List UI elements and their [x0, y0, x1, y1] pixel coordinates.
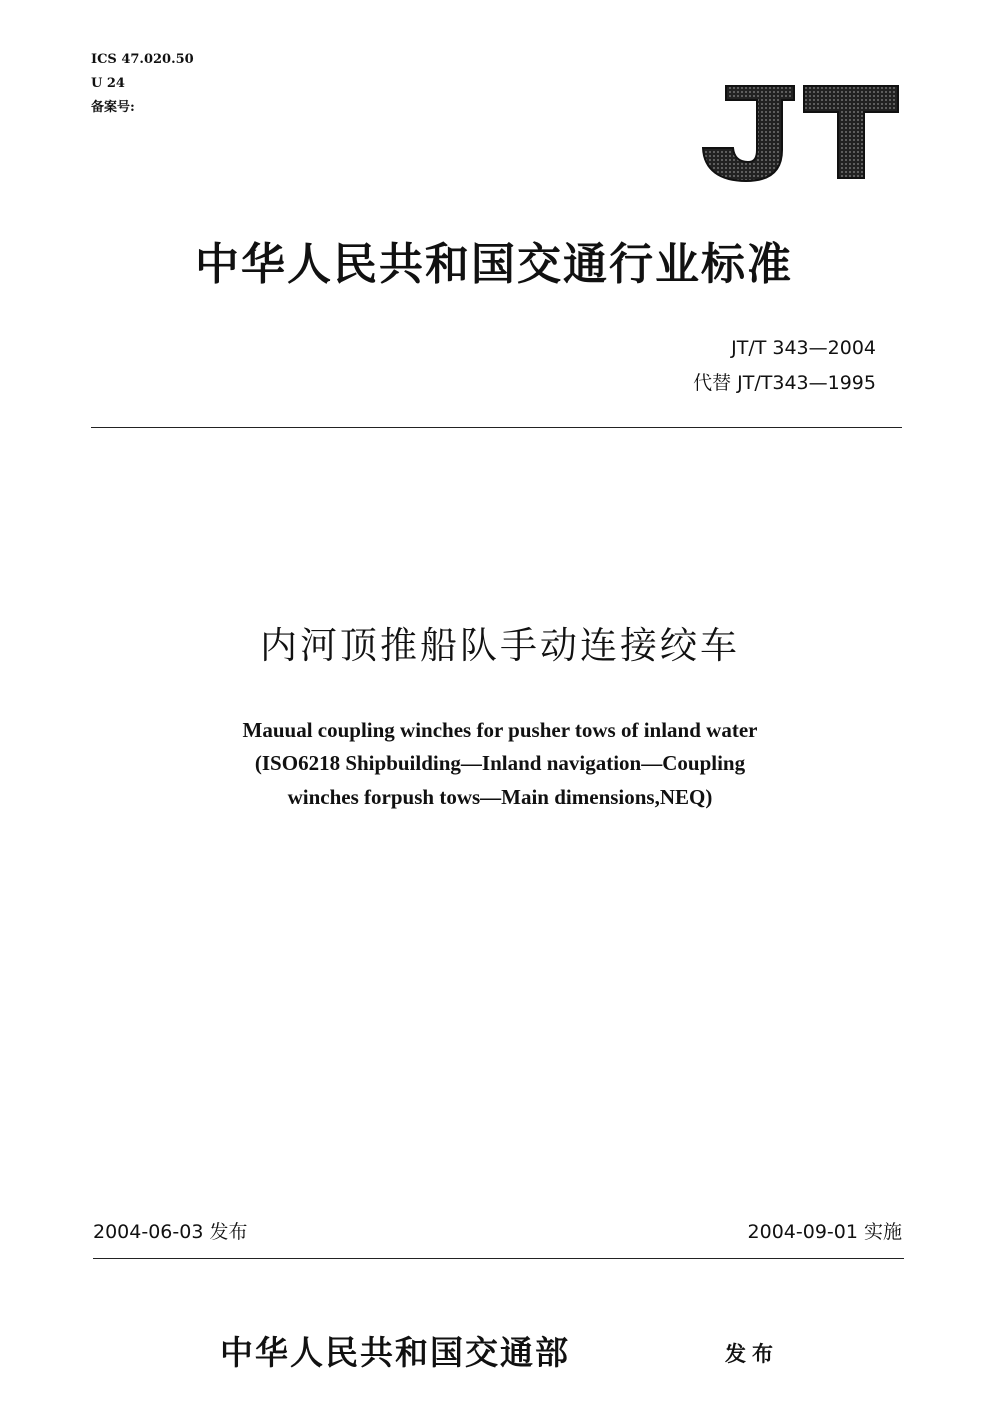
header-divider: [91, 427, 902, 428]
footer-divider: [93, 1258, 904, 1259]
issue-label: 发布: [725, 1341, 779, 1366]
document-title-english-line: Mauual coupling winches for pusher tows of inland water: [242, 718, 758, 742]
issuing-authority: 中华人民共和国交通部: [220, 1333, 570, 1372]
svg-text:JT: JT: [700, 78, 701, 79]
implementation-date: 2004-09-01 实施: [747, 1221, 902, 1243]
standard-number: JT/T 343—2004: [731, 337, 876, 359]
record-number-label: 备案号:: [91, 100, 135, 115]
document-title-english-line: (ISO6218 Shipbuilding—Inland navigation—Coupling: [254, 751, 746, 775]
standard-type-title: 中华人民共和国交通行业标准: [195, 239, 793, 290]
document-title-english-line: winches forpush tows—Main dimensions,NEQ): [287, 785, 713, 809]
ics-code: ICS 47.020.50: [91, 52, 194, 67]
replaced-standard: 代替 JT/T343—1995: [693, 372, 876, 394]
document-title-chinese: 内河顶推船队手动连接绞车: [260, 624, 740, 667]
classification-code: U 24: [91, 76, 125, 91]
jt-logo: [700, 78, 900, 183]
publish-date: 2004-06-03 发布: [93, 1221, 248, 1243]
